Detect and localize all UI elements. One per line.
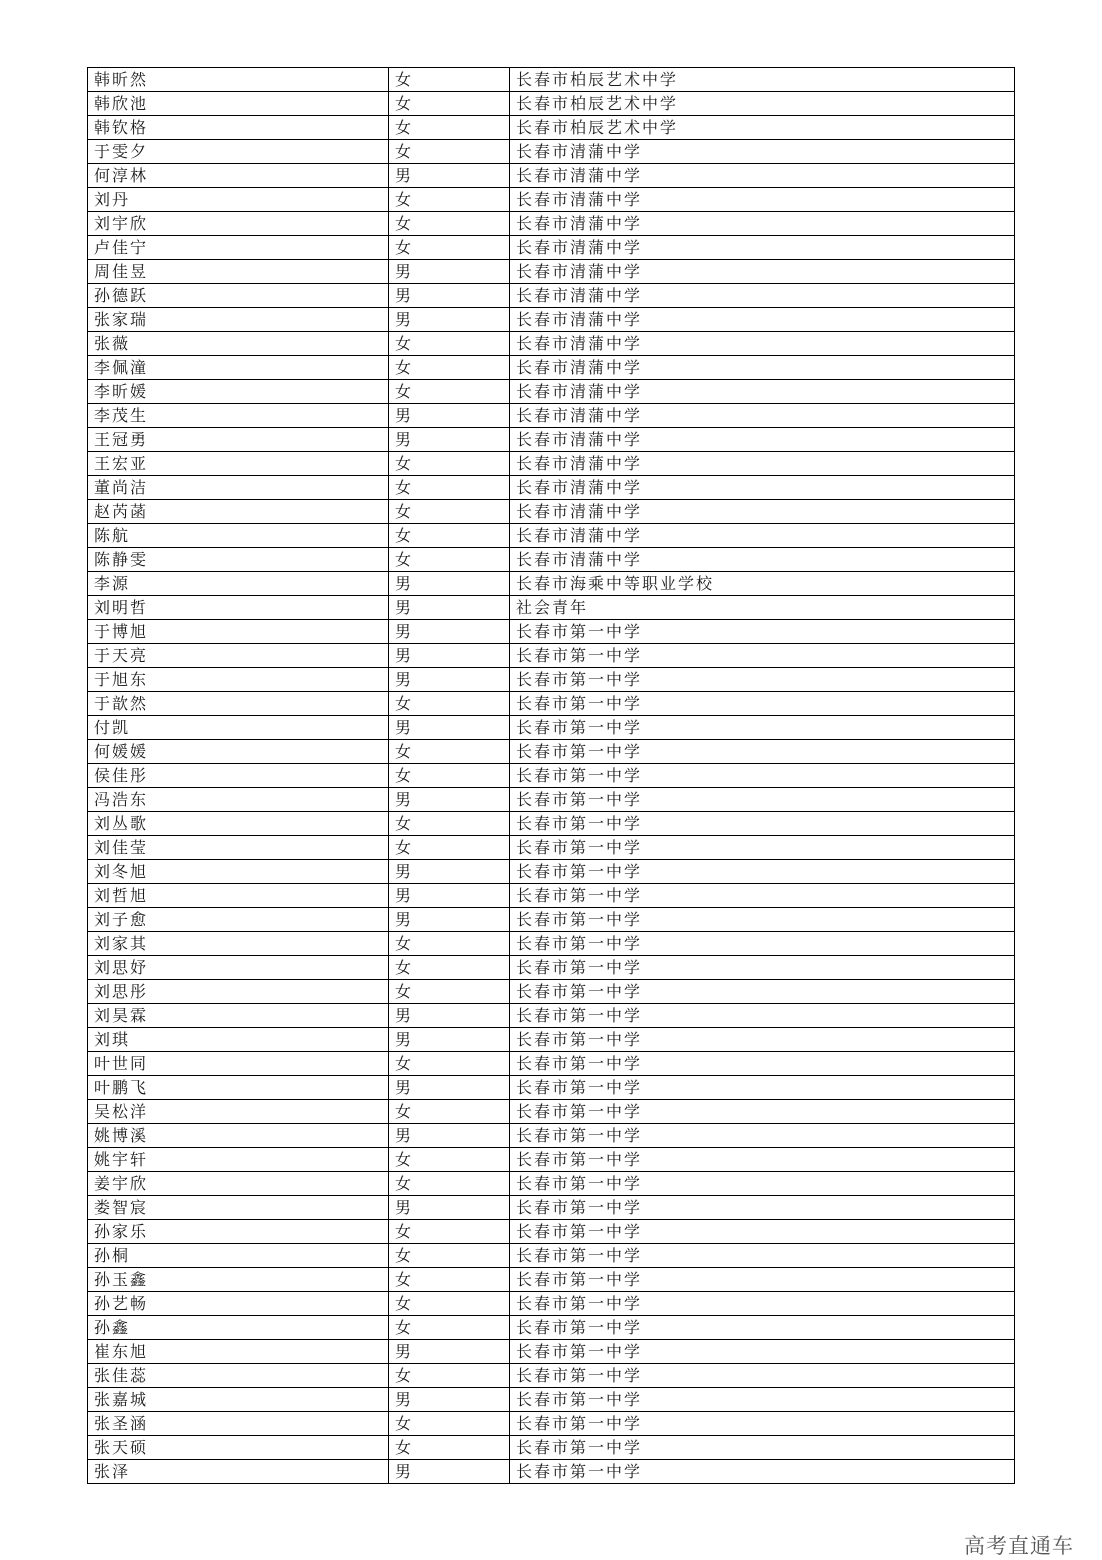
student-school: 社会青年 — [510, 596, 1015, 620]
student-school: 长春市第一中学 — [510, 764, 1015, 788]
student-gender: 女 — [389, 980, 510, 1004]
student-name: 刘哲旭 — [88, 884, 389, 908]
table-row — [88, 1196, 1015, 1220]
table-row — [88, 716, 1015, 740]
student-school: 长春市清蒲中学 — [510, 260, 1015, 284]
table-row — [88, 68, 1015, 92]
student-gender: 女 — [389, 500, 510, 524]
student-school: 长春市第一中学 — [510, 1316, 1015, 1340]
student-gender: 男 — [389, 884, 510, 908]
table-row — [88, 740, 1015, 764]
table-row — [88, 1436, 1015, 1460]
student-name: 刘昊霖 — [88, 1004, 389, 1028]
student-gender: 女 — [389, 692, 510, 716]
student-name: 张圣涵 — [88, 1412, 389, 1436]
table-row — [88, 524, 1015, 548]
table-row — [88, 620, 1015, 644]
student-name: 刘家其 — [88, 932, 389, 956]
student-gender: 女 — [389, 932, 510, 956]
student-gender: 女 — [389, 836, 510, 860]
student-gender: 女 — [389, 356, 510, 380]
student-name: 于旭东 — [88, 668, 389, 692]
table-row — [88, 212, 1015, 236]
student-name: 刘明哲 — [88, 596, 389, 620]
student-gender: 女 — [389, 548, 510, 572]
student-gender: 男 — [389, 596, 510, 620]
student-gender: 男 — [389, 404, 510, 428]
student-school: 长春市第一中学 — [510, 1124, 1015, 1148]
table-row — [88, 188, 1015, 212]
student-gender: 男 — [389, 1460, 510, 1484]
student-school: 长春市第一中学 — [510, 788, 1015, 812]
student-name: 叶世同 — [88, 1052, 389, 1076]
student-school: 长春市清蒲中学 — [510, 404, 1015, 428]
student-name: 刘佳莹 — [88, 836, 389, 860]
student-school: 长春市清蒲中学 — [510, 548, 1015, 572]
student-school: 长春市第一中学 — [510, 1196, 1015, 1220]
student-school: 长春市第一中学 — [510, 1364, 1015, 1388]
student-school: 长春市清蒲中学 — [510, 236, 1015, 260]
table-row — [88, 548, 1015, 572]
table-row — [88, 140, 1015, 164]
student-name: 刘丛歌 — [88, 812, 389, 836]
student-name: 王冠勇 — [88, 428, 389, 452]
student-gender: 男 — [389, 1196, 510, 1220]
student-name: 于博旭 — [88, 620, 389, 644]
student-school: 长春市海乘中等职业学校 — [510, 572, 1015, 596]
student-name: 李源 — [88, 572, 389, 596]
student-school: 长春市第一中学 — [510, 1004, 1015, 1028]
table-row — [88, 884, 1015, 908]
student-gender: 女 — [389, 1412, 510, 1436]
student-name: 韩钦格 — [88, 116, 389, 140]
student-gender: 女 — [389, 140, 510, 164]
student-name: 刘冬旭 — [88, 860, 389, 884]
student-name: 何淳林 — [88, 164, 389, 188]
student-school: 长春市第一中学 — [510, 860, 1015, 884]
student-school: 长春市清蒲中学 — [510, 380, 1015, 404]
student-gender: 男 — [389, 1076, 510, 1100]
student-name: 李佩潼 — [88, 356, 389, 380]
table-row — [88, 92, 1015, 116]
student-gender: 男 — [389, 1388, 510, 1412]
student-gender: 女 — [389, 1436, 510, 1460]
student-school: 长春市第一中学 — [510, 884, 1015, 908]
table-row — [88, 572, 1015, 596]
student-school: 长春市第一中学 — [510, 1436, 1015, 1460]
student-school: 长春市清蒲中学 — [510, 356, 1015, 380]
student-name: 孙桐 — [88, 1244, 389, 1268]
table-row — [88, 692, 1015, 716]
student-gender: 男 — [389, 164, 510, 188]
student-school: 长春市第一中学 — [510, 1412, 1015, 1436]
student-name: 卢佳宁 — [88, 236, 389, 260]
student-school: 长春市清蒲中学 — [510, 188, 1015, 212]
student-gender: 女 — [389, 236, 510, 260]
student-gender: 女 — [389, 1100, 510, 1124]
student-gender: 男 — [389, 908, 510, 932]
student-school: 长春市清蒲中学 — [510, 452, 1015, 476]
table-row — [88, 1052, 1015, 1076]
table-row — [88, 116, 1015, 140]
roster-body — [88, 68, 1015, 1484]
student-gender: 男 — [389, 668, 510, 692]
student-name: 赵芮菡 — [88, 500, 389, 524]
student-name: 于歆然 — [88, 692, 389, 716]
student-gender: 男 — [389, 620, 510, 644]
table-row — [88, 1412, 1015, 1436]
table-row — [88, 380, 1015, 404]
table-row — [88, 260, 1015, 284]
student-school: 长春市清蒲中学 — [510, 164, 1015, 188]
student-school: 长春市第一中学 — [510, 692, 1015, 716]
student-name: 孙鑫 — [88, 1316, 389, 1340]
student-name: 周佳昱 — [88, 260, 389, 284]
table-row — [88, 332, 1015, 356]
student-school: 长春市清蒲中学 — [510, 476, 1015, 500]
table-row — [88, 1124, 1015, 1148]
student-gender: 女 — [389, 452, 510, 476]
table-row — [88, 956, 1015, 980]
student-school: 长春市柏辰艺术中学 — [510, 68, 1015, 92]
watermark: 高考直通车 — [964, 1534, 1074, 1558]
table-row — [88, 788, 1015, 812]
student-school: 长春市第一中学 — [510, 1172, 1015, 1196]
student-school: 长春市第一中学 — [510, 812, 1015, 836]
student-name: 李昕媛 — [88, 380, 389, 404]
student-school: 长春市第一中学 — [510, 1076, 1015, 1100]
table-row — [88, 452, 1015, 476]
student-name: 刘宇欣 — [88, 212, 389, 236]
student-name: 冯浩东 — [88, 788, 389, 812]
table-row — [88, 236, 1015, 260]
student-name: 崔东旭 — [88, 1340, 389, 1364]
table-row — [88, 932, 1015, 956]
student-name: 刘思彤 — [88, 980, 389, 1004]
student-gender: 男 — [389, 308, 510, 332]
student-school: 长春市清蒲中学 — [510, 428, 1015, 452]
table-row — [88, 164, 1015, 188]
table-row — [88, 860, 1015, 884]
student-gender: 女 — [389, 1244, 510, 1268]
student-name: 陈航 — [88, 524, 389, 548]
student-gender: 男 — [389, 284, 510, 308]
table-row — [88, 1292, 1015, 1316]
student-school: 长春市清蒲中学 — [510, 332, 1015, 356]
student-name: 陈静雯 — [88, 548, 389, 572]
student-gender: 女 — [389, 1316, 510, 1340]
student-name: 张天硕 — [88, 1436, 389, 1460]
table-row — [88, 980, 1015, 1004]
student-gender: 女 — [389, 188, 510, 212]
student-name: 刘子愈 — [88, 908, 389, 932]
student-name: 李茂生 — [88, 404, 389, 428]
table-row — [88, 1100, 1015, 1124]
student-gender: 男 — [389, 644, 510, 668]
student-gender: 男 — [389, 860, 510, 884]
student-school: 长春市第一中学 — [510, 668, 1015, 692]
student-school: 长春市第一中学 — [510, 1292, 1015, 1316]
student-gender: 男 — [389, 260, 510, 284]
student-gender: 女 — [389, 740, 510, 764]
student-gender: 女 — [389, 1172, 510, 1196]
student-name: 刘思妤 — [88, 956, 389, 980]
student-school: 长春市第一中学 — [510, 908, 1015, 932]
table-row — [88, 668, 1015, 692]
table-row — [88, 1268, 1015, 1292]
table-row — [88, 356, 1015, 380]
table-row — [88, 1388, 1015, 1412]
student-name: 张泽 — [88, 1460, 389, 1484]
student-school: 长春市第一中学 — [510, 740, 1015, 764]
student-school: 长春市第一中学 — [510, 620, 1015, 644]
student-school: 长春市柏辰艺术中学 — [510, 116, 1015, 140]
student-school: 长春市第一中学 — [510, 716, 1015, 740]
student-gender: 男 — [389, 788, 510, 812]
student-name: 姚宇轩 — [88, 1148, 389, 1172]
table-row — [88, 1220, 1015, 1244]
table-row — [88, 1076, 1015, 1100]
table-row — [88, 1148, 1015, 1172]
student-gender: 男 — [389, 716, 510, 740]
table-row — [88, 308, 1015, 332]
table-row — [88, 1364, 1015, 1388]
student-gender: 女 — [389, 1268, 510, 1292]
table-row — [88, 1028, 1015, 1052]
student-gender: 女 — [389, 1364, 510, 1388]
student-school: 长春市第一中学 — [510, 1340, 1015, 1364]
student-school: 长春市柏辰艺术中学 — [510, 92, 1015, 116]
student-gender: 女 — [389, 1148, 510, 1172]
student-school: 长春市清蒲中学 — [510, 284, 1015, 308]
student-gender: 女 — [389, 116, 510, 140]
table-row — [88, 644, 1015, 668]
student-school: 长春市第一中学 — [510, 644, 1015, 668]
table-row — [88, 500, 1015, 524]
table-row — [88, 476, 1015, 500]
student-school: 长春市清蒲中学 — [510, 212, 1015, 236]
table-row — [88, 812, 1015, 836]
student-name: 于雯夕 — [88, 140, 389, 164]
student-gender: 女 — [389, 1220, 510, 1244]
student-name: 姜宇欣 — [88, 1172, 389, 1196]
student-name: 韩欣池 — [88, 92, 389, 116]
student-school: 长春市第一中学 — [510, 980, 1015, 1004]
student-name: 刘丹 — [88, 188, 389, 212]
student-school: 长春市第一中学 — [510, 1052, 1015, 1076]
student-school: 长春市第一中学 — [510, 1028, 1015, 1052]
student-name: 侯佳彤 — [88, 764, 389, 788]
student-school: 长春市第一中学 — [510, 1460, 1015, 1484]
student-gender: 男 — [389, 428, 510, 452]
student-gender: 男 — [389, 572, 510, 596]
student-gender: 女 — [389, 476, 510, 500]
student-school: 长春市第一中学 — [510, 1220, 1015, 1244]
student-name: 孙德跃 — [88, 284, 389, 308]
student-school: 长春市第一中学 — [510, 1148, 1015, 1172]
student-gender: 女 — [389, 92, 510, 116]
student-school: 长春市清蒲中学 — [510, 308, 1015, 332]
student-name: 张佳蕊 — [88, 1364, 389, 1388]
student-name: 孙玉鑫 — [88, 1268, 389, 1292]
student-gender: 女 — [389, 764, 510, 788]
student-name: 张薇 — [88, 332, 389, 356]
student-school: 长春市第一中学 — [510, 836, 1015, 860]
student-gender: 女 — [389, 956, 510, 980]
table-row — [88, 1244, 1015, 1268]
student-name: 于天亮 — [88, 644, 389, 668]
table-row — [88, 1460, 1015, 1484]
student-gender: 女 — [389, 1292, 510, 1316]
table-row — [88, 1316, 1015, 1340]
student-name: 张嘉城 — [88, 1388, 389, 1412]
student-name: 吴松洋 — [88, 1100, 389, 1124]
student-school: 长春市清蒲中学 — [510, 140, 1015, 164]
student-name: 娄智宸 — [88, 1196, 389, 1220]
student-name: 董尚洁 — [88, 476, 389, 500]
student-name: 王宏亚 — [88, 452, 389, 476]
student-name: 张家瑞 — [88, 308, 389, 332]
table-row — [88, 1004, 1015, 1028]
table-row — [88, 596, 1015, 620]
student-name: 付凯 — [88, 716, 389, 740]
table-row — [88, 908, 1015, 932]
student-gender: 女 — [389, 812, 510, 836]
student-gender: 女 — [389, 332, 510, 356]
student-gender: 女 — [389, 524, 510, 548]
roster-table — [87, 67, 1015, 1484]
table-row — [88, 1172, 1015, 1196]
student-name: 孙家乐 — [88, 1220, 389, 1244]
student-school: 长春市第一中学 — [510, 1268, 1015, 1292]
student-school: 长春市清蒲中学 — [510, 524, 1015, 548]
table-row — [88, 404, 1015, 428]
student-gender: 男 — [389, 1004, 510, 1028]
student-gender: 男 — [389, 1340, 510, 1364]
student-school: 长春市清蒲中学 — [510, 500, 1015, 524]
table-row — [88, 284, 1015, 308]
student-gender: 男 — [389, 1028, 510, 1052]
student-gender: 女 — [389, 1052, 510, 1076]
table-row — [88, 764, 1015, 788]
student-school: 长春市第一中学 — [510, 932, 1015, 956]
student-name: 孙艺畅 — [88, 1292, 389, 1316]
student-school: 长春市第一中学 — [510, 956, 1015, 980]
student-name: 何媛媛 — [88, 740, 389, 764]
student-school: 长春市第一中学 — [510, 1388, 1015, 1412]
student-name: 姚博溪 — [88, 1124, 389, 1148]
student-school: 长春市第一中学 — [510, 1100, 1015, 1124]
table-row — [88, 836, 1015, 860]
student-gender: 男 — [389, 1124, 510, 1148]
student-name: 刘琪 — [88, 1028, 389, 1052]
table-row — [88, 428, 1015, 452]
student-name: 叶鹏飞 — [88, 1076, 389, 1100]
table-row — [88, 1340, 1015, 1364]
student-school: 长春市第一中学 — [510, 1244, 1015, 1268]
student-gender: 女 — [389, 68, 510, 92]
student-gender: 女 — [389, 380, 510, 404]
student-gender: 女 — [389, 212, 510, 236]
student-name: 韩昕然 — [88, 68, 389, 92]
